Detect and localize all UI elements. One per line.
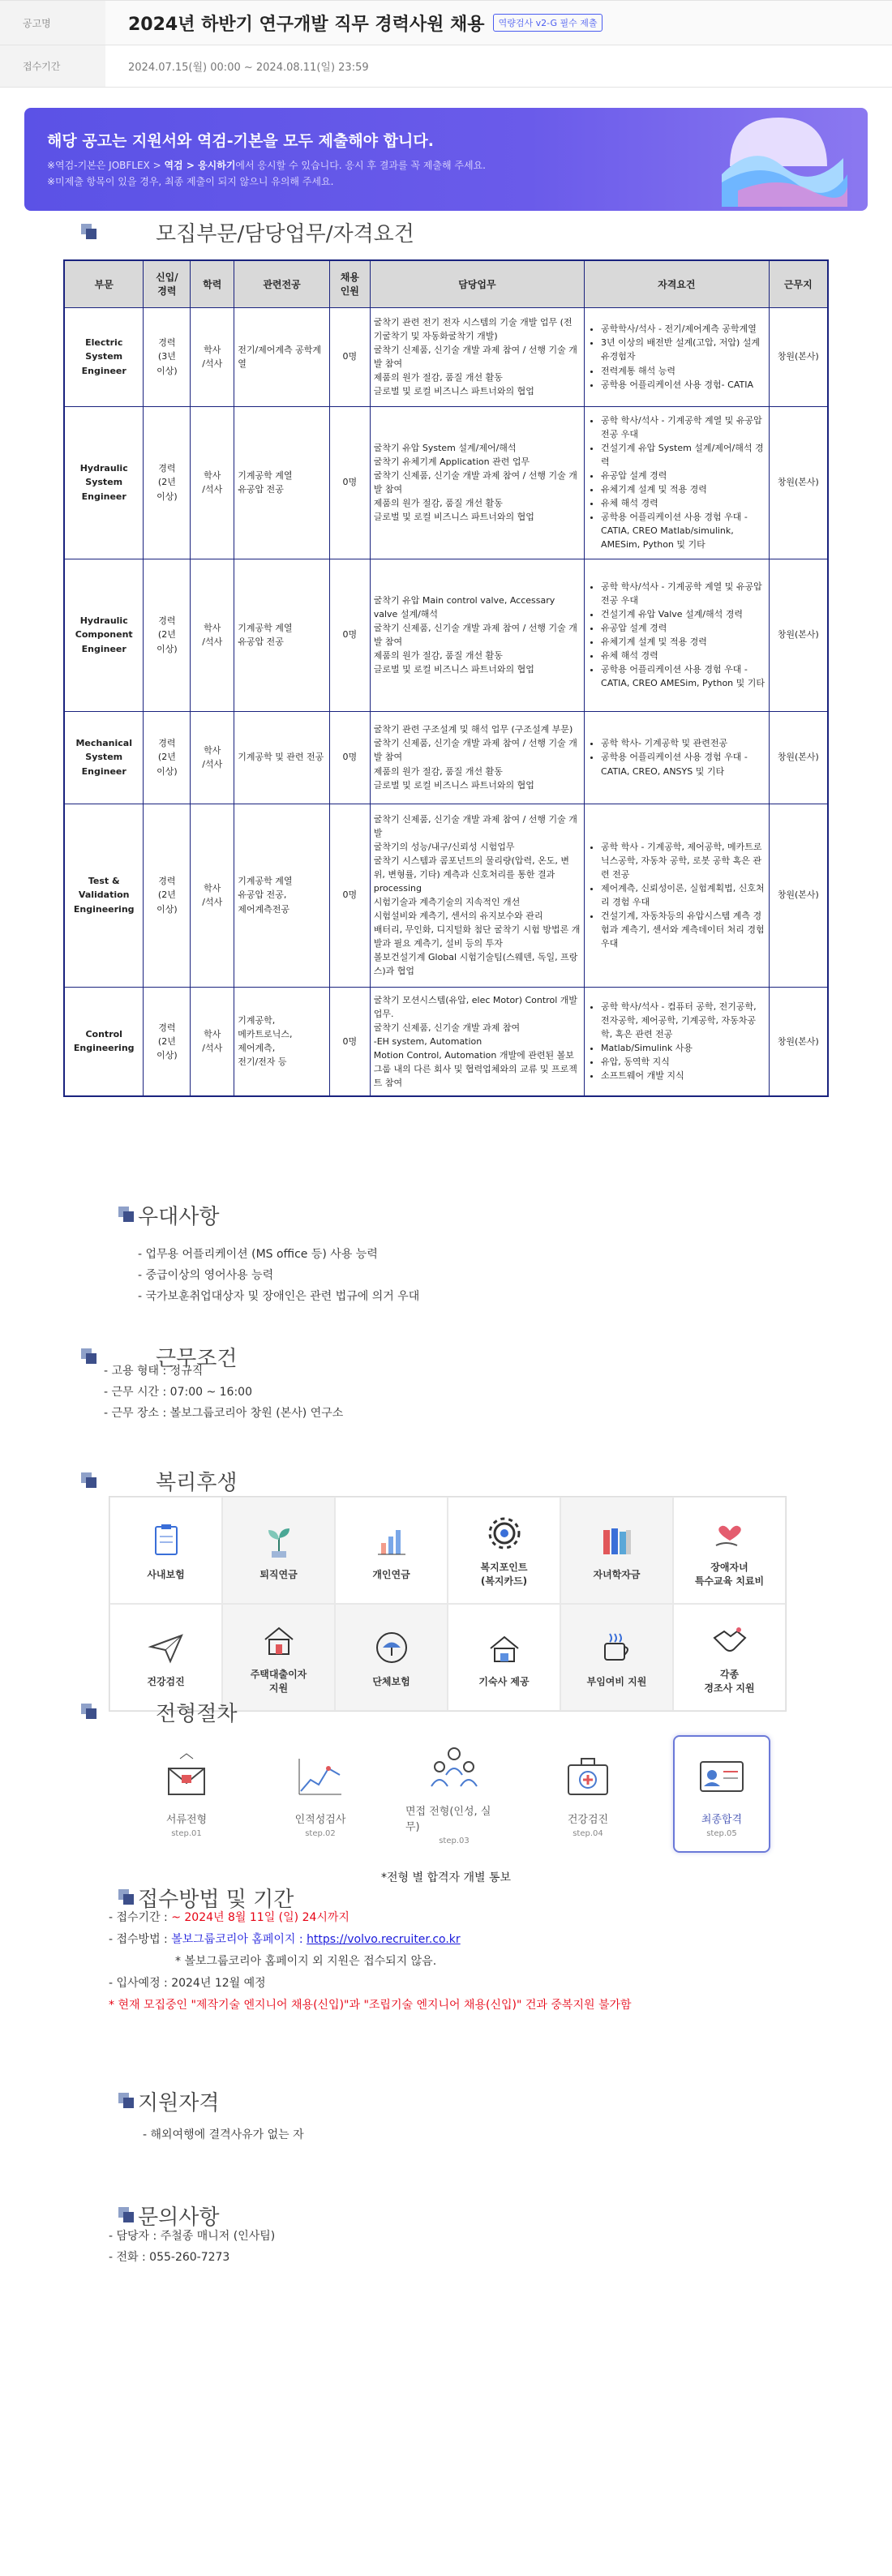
step-number: step.02: [305, 1828, 336, 1838]
requirement-item: • 공학용 어플리케이션 사용 경험- CATIA: [601, 378, 765, 392]
duty-item: 굴착기의 성능/내구/신뢰성 시험업무: [373, 841, 515, 852]
list-item: - 해외여행에 결격사유가 없는 자: [143, 2128, 304, 2141]
process-steps: [138, 1735, 770, 1853]
benefit-label: 부임여비 지원: [586, 1675, 647, 1687]
section-bullet-icon: [81, 1704, 99, 1721]
section-apply-heading: 접수방법 및 기간: [118, 1883, 294, 1913]
requirement-item: • 전력계통 해석 능력: [601, 364, 765, 378]
apply-method-note: * 볼보그룹코리아 홈페이지 외 지원은 접수되지 않음.: [175, 1955, 437, 1968]
list-item: - 근무 시간 : 07:00 ~ 16:00: [104, 1386, 252, 1399]
count-cell: 0명: [329, 559, 370, 711]
benefit-item: [673, 1604, 786, 1711]
duty-item: 굴착기 신제품, 신기술 개발 과제 참여 / 선행 기술 개발 참여: [373, 622, 577, 647]
notice-row: [0, 0, 892, 45]
edu-cell: 학사 /석사: [191, 406, 234, 559]
career-cell: 경력 (3년 이상): [144, 307, 191, 406]
benefit-label: 장애자녀 특수교육 치료비: [694, 1562, 765, 1587]
requirement-item: • 유공압 설계 경력: [601, 469, 765, 482]
requirements-cell: [585, 987, 770, 1096]
requirement-item: • 소프트웨어 개발 지식: [601, 1069, 765, 1082]
duty-item: -EH system, Automation: [373, 1035, 482, 1047]
requirement-item: • 유체기계 설계 및 적용 경력: [601, 635, 765, 649]
table-row: [64, 406, 828, 559]
benefit-label: 각종 경조사 지원: [704, 1669, 755, 1694]
location-cell: 창원(본사): [769, 711, 828, 804]
process-step: [272, 1735, 369, 1853]
edu-cell: 학사 /석사: [191, 307, 234, 406]
handshake-icon: [710, 1620, 750, 1661]
duty-item: 굴착기 신제품, 신기술 개발 과제 참여 / 선행 기술 개발 참여: [373, 344, 577, 369]
step-label: 최종합격: [701, 1813, 743, 1826]
duties-cell: [370, 804, 584, 987]
location-cell: 창원(본사): [769, 406, 828, 559]
duties-cell: [370, 711, 584, 804]
assessment-badge: 역량검사 v2-G 필수 제출: [493, 14, 603, 32]
major-cell: 기계공학 계열 유공압 전공: [234, 406, 330, 559]
step-label: 건강검진: [567, 1813, 609, 1826]
benefit-item: [222, 1497, 335, 1604]
duty-item: 글로벌 및 로컬 비즈니스 파트너와의 협업: [373, 779, 534, 791]
apply-method: - 접수방법 : 볼보그룹코리아 홈페이지 : https://volvo.recruiter.co.kr: [109, 1933, 461, 1946]
major-cell: 기계공학, 메카트로닉스, 제어계측, 전기/전자 등: [234, 987, 330, 1096]
duplicate-warning: * 현재 모집중인 "제작기술 엔지니어 채용(신입)"과 "조립기술 엔지니어 채용(신입)" 건과 중복지원 불가함: [109, 1999, 632, 2012]
requirement-item: • 유체기계 설계 및 적용 경력: [601, 482, 765, 496]
count-cell: 0명: [329, 406, 370, 559]
step-number: step.05: [706, 1828, 737, 1838]
section-bullet-icon: [118, 1889, 136, 1907]
process-step: [673, 1735, 770, 1853]
period-row: [0, 45, 892, 88]
process-step: [405, 1735, 503, 1853]
major-cell: 기계공학 및 관련 전공: [234, 711, 330, 804]
recruit-site-link[interactable]: https://volvo.recruiter.co.kr: [307, 1933, 461, 1946]
location-cell: 창원(본사): [769, 307, 828, 406]
requirement-item: • 유공압 설계 경력: [601, 621, 765, 635]
requirement-item: • 공학용 어플리케이션 사용 경험 우대 - CATIA, CREO AMESim, Python 및 기타: [601, 662, 765, 690]
benefit-item: [560, 1604, 673, 1711]
count-cell: 0명: [329, 804, 370, 987]
requirement-item: • 건설기계, 자동차등의 유압시스템 계측 경험과 계측기, 센서와 계측데이터 처리 경험 우대: [601, 909, 765, 950]
coffee-icon: [597, 1627, 637, 1668]
duty-item: 제품의 원가 절감, 품질 개선 활동: [373, 498, 503, 509]
line-chart-icon: [294, 1751, 346, 1802]
col-header: 학력: [191, 260, 234, 307]
requirement-item: • Matlab/Simulink 사용: [601, 1041, 765, 1055]
duty-item: 배터리, 무인화, 디지털화 첨단 굴착기 시험 방법론 개발과 필요 계측기, 설비 등의 투자: [373, 924, 581, 949]
duty-item: 굴착기 관련 전기 전자 시스템의 기술 개발 업무 (전기굴착기 및 자동화굴착기 개발): [373, 316, 573, 341]
requirement-item: • 제어계측, 신뢰성이론, 실험계획법, 신호처리 경험 우대: [601, 881, 765, 909]
section-bullet-icon: [81, 224, 99, 242]
col-header: 부문: [64, 260, 144, 307]
location-cell: 창원(본사): [769, 987, 828, 1096]
requirements-cell: [585, 804, 770, 987]
table-row: [64, 307, 828, 406]
clipboard-icon: [146, 1520, 187, 1561]
house-icon: [259, 1620, 299, 1661]
section-contact-heading: 문의사항: [118, 2201, 219, 2231]
process-step: [138, 1735, 235, 1853]
list-item: - 국가보훈취업대상자 및 장애인은 관련 법규에 의거 우대: [138, 1290, 420, 1303]
benefit-label: 퇴직연금: [259, 1568, 298, 1580]
duty-item: 굴착기 유체기계 Application 관련 업무: [373, 456, 530, 467]
location-cell: 창원(본사): [769, 804, 828, 987]
duties-cell: [370, 559, 584, 711]
section-benefits-heading: 복리후생: [81, 1466, 237, 1496]
preferred-list: [138, 1244, 419, 1307]
notice-label: 공고명: [0, 1, 105, 45]
duty-item: 시험설비와 계측기, 센서의 유지보수와 관리: [373, 911, 543, 922]
plant-icon: [259, 1520, 299, 1561]
contact-list: [109, 2226, 275, 2268]
section-bullet-icon: [118, 2207, 136, 2225]
benefit-item: [222, 1604, 335, 1711]
benefit-item: [335, 1604, 448, 1711]
requirement-item: • 유압, 동역학 지식: [601, 1055, 765, 1069]
requirement-item: • 공학 학사 - 기계공학, 제어공학, 메카트로닉스공학, 자동차 공학, 로봇 공학 혹은 관련 전공: [601, 840, 765, 881]
dept-cell: Test & Validation Engineering: [64, 804, 144, 987]
col-header: 근무지: [769, 260, 828, 307]
table-row: [64, 987, 828, 1096]
benefit-label: 사내보험: [147, 1568, 185, 1580]
career-cell: 경력 (2년 이상): [144, 406, 191, 559]
benefit-label: 자녀학자금: [593, 1568, 641, 1580]
duty-item: 굴착기 시스템과 콤포넌트의 물리량(압력, 온도, 변위, 변형률, 기타) 계측과 신호처리를 통한 결과 processing: [373, 855, 570, 894]
edu-cell: 학사 /석사: [191, 987, 234, 1096]
step-number: step.01: [171, 1828, 202, 1838]
table-header-row: [64, 260, 828, 307]
period-label: 접수기간: [0, 45, 105, 87]
banner-line-2: ※미제출 항목이 있을 경우, 최종 제출이 되지 않으니 유의해 주세요.: [47, 176, 334, 187]
benefit-item: [560, 1497, 673, 1604]
step-label: 서류전형: [165, 1813, 208, 1826]
table-row: [64, 559, 828, 711]
eligibility-list: [143, 2124, 304, 2145]
requirements-cell: [585, 406, 770, 559]
duty-item: 굴착기 신제품, 신기술 개발 과제 참여 / 선행 기술 개발 참여: [373, 738, 577, 763]
benefit-item: [673, 1497, 786, 1604]
duty-item: 굴착기 모션시스템(유압, elec Motor) Control 개발 업무.: [373, 994, 577, 1019]
jobs-table: [63, 259, 829, 1097]
table-row: [64, 804, 828, 987]
section-jobs-heading: 모집부문/담당업무/자격요건: [81, 217, 414, 247]
join-date: - 입사예정 : 2024년 12월 예정: [109, 1977, 266, 1990]
id-card-icon: [696, 1751, 748, 1802]
duties-cell: [370, 987, 584, 1096]
section-conditions-heading: 근무조건: [81, 1342, 237, 1372]
dept-cell: Hydraulic Component Engineer: [64, 559, 144, 711]
heart-hand-icon: [710, 1513, 750, 1554]
duty-item: 제품의 원가 절감, 품질 개선 활동: [373, 372, 503, 384]
duty-item: 굴착기 신제품, 신기술 개발 과제 참여 / 선행 기술 개발: [373, 813, 577, 838]
dept-cell: Electric System Engineer: [64, 307, 144, 406]
duty-item: 볼보건설기계 Global 시험기술팀(스웨덴, 독일, 프랑스)과 협업: [373, 952, 578, 977]
requirement-item: • 공학용 어플리케이션 사용 경험 우대 - CATIA, CREO Matlab/simulink, AMESim, Python 및 기타: [601, 510, 765, 551]
count-cell: 0명: [329, 987, 370, 1096]
step-number: step.03: [439, 1837, 470, 1845]
requirements-cell: [585, 307, 770, 406]
benefit-item: [109, 1604, 222, 1711]
section-eligibility-heading: 지원자격: [118, 2086, 219, 2116]
benefit-item: [335, 1497, 448, 1604]
duties-cell: [370, 406, 584, 559]
edu-cell: 학사 /석사: [191, 804, 234, 987]
col-header: 신입/ 경력: [144, 260, 191, 307]
career-cell: 경력 (2년 이상): [144, 559, 191, 711]
requirement-item: • 건설기계 유압 System 설계/제어/해석 경력: [601, 441, 765, 469]
duties-cell: [370, 307, 584, 406]
requirement-item: • 유체 해석 경력: [601, 649, 765, 662]
section-bullet-icon: [118, 1207, 136, 1224]
books-icon: [597, 1520, 637, 1561]
list-item: - 고용 형태 : 정규직: [104, 1365, 204, 1378]
section-bullet-icon: [118, 2093, 136, 2111]
benefit-label: 건강검진: [147, 1675, 185, 1687]
dorm-icon: [484, 1627, 525, 1668]
paper-plane-icon: [146, 1627, 187, 1668]
banner-line-1: ※역검-기본은 JOBFLEX > 역검 > 응시하기에서 응시할 수 있습니다. 응시 후 결과를 꼭 제출해 주세요.: [47, 160, 486, 171]
col-header: 관련전공: [234, 260, 330, 307]
requirement-item: • 공학 학사/석사 - 기계공학 계열 및 유공압 전공 우대: [601, 580, 765, 607]
duty-item: 굴착기 관련 구조설계 및 해석 업무 (구조설계 부문): [373, 724, 573, 735]
career-cell: 경력 (2년 이상): [144, 804, 191, 987]
career-cell: 경력 (2년 이상): [144, 987, 191, 1096]
benefit-item: [448, 1604, 560, 1711]
duty-item: 글로벌 및 로컬 비즈니스 파트너와의 협업: [373, 386, 534, 397]
requirement-item: • 공학 학사/석사 - 기계공학 계열 및 유공압 전공 우대: [601, 414, 765, 441]
process-note: *전형 별 합격자 개별 통보: [380, 1871, 512, 1884]
gear-icon: [484, 1513, 525, 1554]
duty-item: 제품의 원가 절감, 품질 개선 활동: [373, 765, 503, 777]
dept-cell: Hydraulic System Engineer: [64, 406, 144, 559]
banner-title: 해당 공고는 지원서와 역검-기본을 모두 제출해야 합니다.: [47, 132, 434, 150]
wave-illustration-icon: [705, 109, 851, 207]
benefit-item: [448, 1497, 560, 1604]
bar-chart-icon: [371, 1520, 412, 1561]
list-item: - 근무 장소 : 볼보그룹코리아 창원 (본사) 연구소: [104, 1407, 344, 1420]
period-value: 2024.07.15(월) 00:00 ~ 2024.08.11(일) 23:59: [128, 62, 369, 74]
major-cell: 기계공학 계열 유공압 전공: [234, 559, 330, 711]
benefit-label: 개인연금: [372, 1568, 410, 1580]
col-header: 채용 인원: [329, 260, 370, 307]
duty-item: 시험기술과 계측기술의 지속적인 개선: [373, 897, 521, 907]
major-cell: 기계공학 계열 유공압 전공, 제어계측전공: [234, 804, 330, 987]
section-bullet-icon: [81, 1472, 99, 1490]
duty-item: 굴착기 유압 Main control valve, Accessary valve 설계/해석: [373, 594, 555, 619]
requirement-item: • 3년 이상의 배전반 설계(고압, 저압) 설계 유경험자: [601, 336, 765, 363]
col-header: 자격요건: [585, 260, 770, 307]
section-process-heading: 전형절차: [81, 1697, 237, 1727]
duty-item: Motion Control, Automation 개발에 관련된 볼보그룹 내의 다른 회사 및 협력업체와의 교류 및 프로젝트 참여: [373, 1049, 577, 1088]
medical-kit-icon: [562, 1751, 614, 1802]
requirement-item: • 공학 학사/석사 - 컴퓨터 공학, 전기공학, 전자공학, 제어공학, 기계공학, 자동차공학, 혹은 관련 전공: [601, 1000, 765, 1041]
envelope-lock-icon: [161, 1751, 212, 1802]
dept-cell: Mechanical System Engineer: [64, 711, 144, 804]
benefit-label: 단체보험: [372, 1675, 410, 1687]
process-step: [539, 1735, 637, 1853]
requirement-item: • 공학학사/석사 - 전기/제어계측 공학계열: [601, 322, 765, 336]
list-item: - 담당자 : 주철종 매니저 (인사팀): [109, 2230, 276, 2243]
edu-cell: 학사 /석사: [191, 711, 234, 804]
requirements-cell: [585, 711, 770, 804]
dept-cell: Control Engineering: [64, 987, 144, 1096]
requirement-item: • 유체 해석 경력: [601, 496, 765, 510]
benefit-item: [109, 1497, 222, 1604]
step-label: 면접 전형(인성, 실무): [405, 1806, 491, 1833]
step-number: step.04: [573, 1828, 603, 1838]
page-title: 2024년 하반기 연구개발 직무 경력사원 채용: [128, 14, 485, 35]
list-item: - 전화 : 055-260-7273: [109, 2251, 230, 2264]
benefit-label: 주택대출이자 지원: [250, 1669, 307, 1694]
duty-item: 글로벌 및 로컬 비즈니스 파트너와의 협업: [373, 664, 534, 675]
duty-item: 굴착기 신제품, 신기술 개발 과제 참여: [373, 1022, 521, 1033]
requirement-item: • 공학용 어플리케이션 사용 경험 우대 - CATIA, CREO, ANSYS 및 기타: [601, 750, 765, 778]
step-label: 인적성검사: [294, 1813, 346, 1826]
benefits-grid: [109, 1496, 787, 1712]
apply-period: - 접수기간 : ~ 2024년 8월 11일 (일) 24시까지: [109, 1911, 350, 1924]
benefit-label: 기숙사 제공: [478, 1675, 530, 1687]
count-cell: 0명: [329, 307, 370, 406]
notice-banner: [24, 108, 868, 211]
requirement-item: • 공학 학사- 기계공학 및 관련전공: [601, 736, 765, 750]
people-icon: [428, 1742, 480, 1794]
location-cell: 창원(본사): [769, 559, 828, 711]
count-cell: 0명: [329, 711, 370, 804]
section-preferred-heading: 우대사항: [118, 1200, 219, 1230]
benefit-label: 복지포인트 (복지카드): [480, 1562, 528, 1587]
duty-item: 제품의 원가 절감, 품질 개선 활동: [373, 650, 503, 662]
career-cell: 경력 (2년 이상): [144, 711, 191, 804]
edu-cell: 학사 /석사: [191, 559, 234, 711]
conditions-list: [104, 1361, 343, 1424]
list-item: - 업무용 어플리케이션 (MS office 등) 사용 능력: [138, 1248, 378, 1261]
apply-list: [109, 1907, 632, 2017]
duty-item: 굴착기 신제품, 신기술 개발 과제 참여 / 선행 기술 개발 참여: [373, 469, 577, 495]
requirements-cell: [585, 559, 770, 711]
umbrella-icon: [371, 1627, 412, 1668]
list-item: - 중급이상의 영어사용 능력: [138, 1269, 274, 1282]
col-header: 담당업무: [370, 260, 584, 307]
duty-item: 굴착기 유압 System 설계/제어/해석: [373, 442, 517, 453]
requirement-item: • 건설기계 유압 Valve 설계/해석 경력: [601, 607, 765, 621]
major-cell: 전기/제어계측 공학계열: [234, 307, 330, 406]
section-bullet-icon: [81, 1348, 99, 1366]
table-row: [64, 711, 828, 804]
duty-item: 글로벌 및 로컬 비즈니스 파트너와의 협업: [373, 512, 534, 523]
